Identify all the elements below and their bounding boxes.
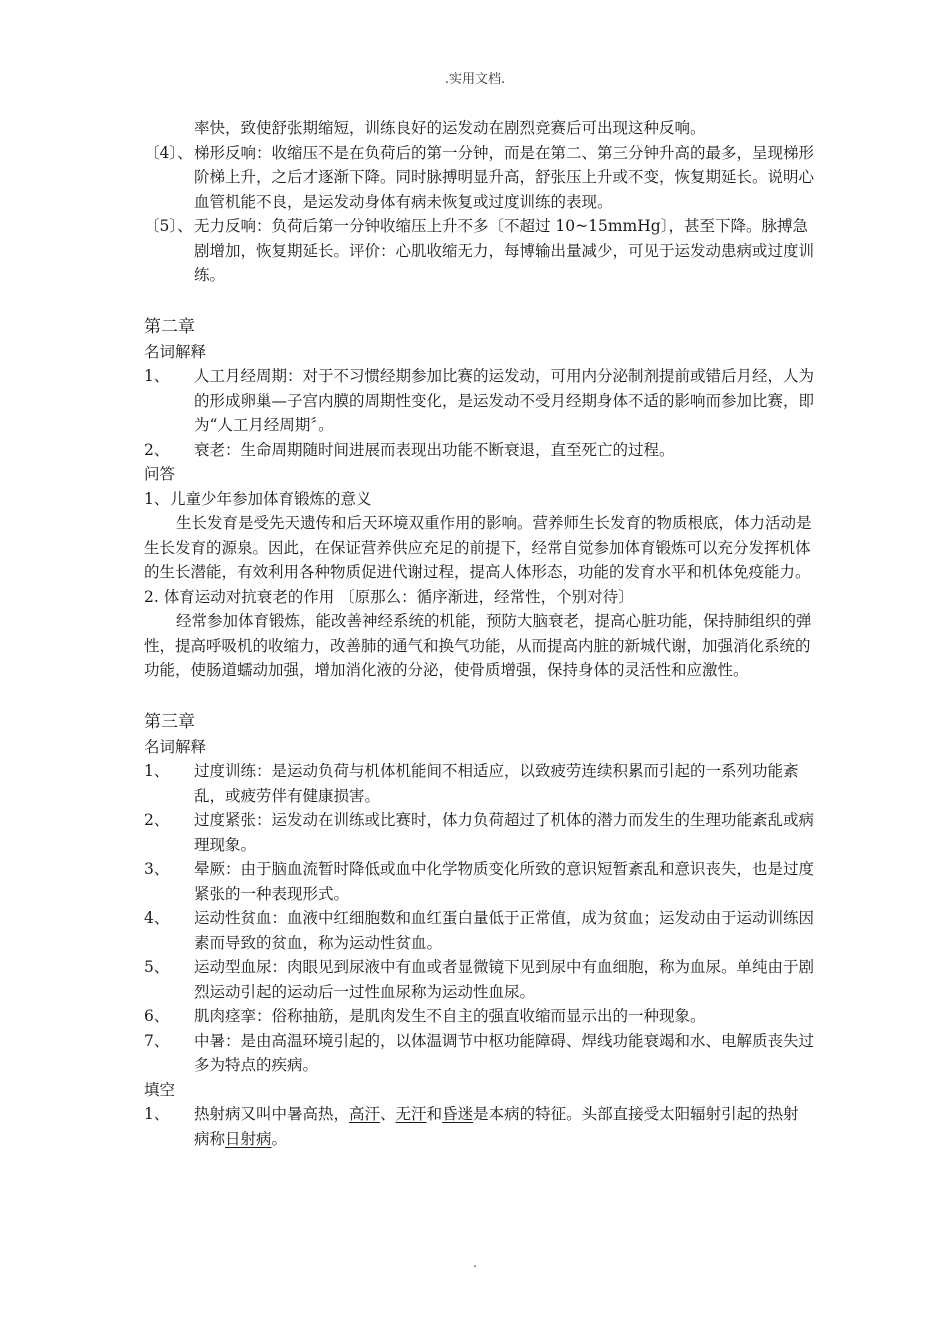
item-number: 6、 <box>144 1007 170 1025</box>
item-number: 5、 <box>144 958 170 976</box>
answer-paragraph: 经常参加体育锻炼，能改善神经系统的机能，预防大脑衰老，提高心脏功能，保持肺组织的弹性，提高呼吸机的收缩力，改善肺的通气和换气功能，从而提高内脏的新城代谢，加强消化系统的功能，使肠道蠕动加强，增加消化液的分泌，使骨质增强，保持身体的灵活性和应激性。 <box>144 612 812 679</box>
list-item <box>144 364 814 438</box>
item-text: 梯形反响：收缩压不是在负荷后的第一分钟，而是在第二、第三分钟升高的最多，呈现梯形阶梯上升，之后才逐渐下降。同时脉搏明显升高，舒张压上升或不变，恢复期延长。说明心血管机能不良，是运发动身体有病未恢复或过度训练的表现。 <box>194 143 815 211</box>
item-text: 运动型血尿：肉眼见到尿液中有血或者显微镜下见到尿中有血细胞，称为血尿。单纯由于剧烈运动引起的运动后一过性血尿称为运动性血尿。 <box>194 958 815 1001</box>
fill-text: 和 <box>426 1105 443 1123</box>
page-footer: . <box>473 1256 477 1270</box>
item-number: 1、 <box>144 489 170 508</box>
fill-text: 、 <box>380 1105 396 1123</box>
fill-blank-item <box>144 1102 814 1151</box>
list-item <box>144 955 814 1004</box>
list-item <box>144 857 814 906</box>
fill-answer: 高汗 <box>349 1105 381 1123</box>
list-item <box>144 438 814 463</box>
list-item <box>144 906 814 955</box>
item-text: 过度紧张：运发动在训练或比赛时，体力负荷超过了机体的潜力而发生的生理功能紊乱或病理现象。 <box>194 811 815 854</box>
list-item <box>144 1004 814 1029</box>
item-text: 人工月经周期：对于不习惯经期参加比赛的运发动，可用内分泌制剂提前或错后月经，人为的形成卵巢—子宫内膜的周期性变化，是运发动不受月经期身体不适的影响而参加比赛，即为“人工月经周期〞。 <box>194 367 815 434</box>
item-text: 无力反响：负荷后第一分钟收缩压上升不多〔不超过 10~15mmHg〕，甚至下降。脉搏急剧增加，恢复期延长。评价：心肌收缩无力，每博输出量减少，可见于运发动患病或过度训练。 <box>194 217 815 284</box>
section-heading: 名词解释 <box>144 342 207 361</box>
item-number: 1、 <box>144 762 170 780</box>
question-text: 儿童少年参加体育锻炼的意义 <box>170 489 372 508</box>
continuation-text: 率快，致使舒张期缩短，训练良好的运发动在剧烈竞赛后可出现这种反响。 <box>194 119 706 137</box>
question-title: 2. 体育运动对抗衰老的作用 〔原那么：循序渐进，经常性，个别对待〕 <box>144 587 634 606</box>
item-text: 晕厥：由于脑血流暂时降低或血中化学物质变化所致的意识短暂紊乱和意识丧失，也是过度紧张的一种表现形式。 <box>194 860 815 903</box>
item-number: 2、 <box>144 811 170 829</box>
document-body <box>144 116 814 1151</box>
item-text: 衰老：生命周期随时间进展而表现出功能不断衰退，直至死亡的过程。 <box>194 440 675 459</box>
section-heading: 问答 <box>144 465 176 483</box>
fill-answer: 无汗 <box>395 1105 427 1123</box>
item-number: 2、 <box>144 440 170 459</box>
item-text: 肌肉痉挛：俗称抽筋，是肌肉发生不自主的强直收缩而显示出的一种现象。 <box>194 1007 706 1025</box>
item-number: 〔4〕、 <box>144 143 193 162</box>
item-number: 7、 <box>144 1031 170 1050</box>
item-number: 4、 <box>144 909 170 927</box>
fill-text: 。 <box>271 1129 288 1148</box>
list-item <box>144 141 814 215</box>
fill-answer: 日射病 <box>225 1129 272 1148</box>
section-heading: 填空 <box>144 1080 176 1099</box>
question-title <box>144 487 814 512</box>
fill-text: 热射病又叫中暑高热， <box>194 1105 350 1123</box>
list-item <box>144 214 814 288</box>
chapter-title: 第二章 <box>144 316 195 337</box>
item-text: 中暑：是由高温环境引起的，以体温调节中枢功能障碍、焊线功能衰竭和水、电解质丧失过多为特点的疾病。 <box>194 1031 815 1074</box>
item-number: 3、 <box>144 860 170 878</box>
item-number: 1、 <box>144 1105 170 1123</box>
item-number: 〔5〕、 <box>144 217 193 235</box>
section-heading: 名词解释 <box>144 737 207 756</box>
list-item <box>144 759 814 808</box>
item-text: 过度训练：是运动负荷与机体机能间不相适应，以致疲劳连续积累而引起的一系列功能紊乱，或疲劳伴有健康损害。 <box>194 762 799 805</box>
item-number: 1、 <box>144 367 170 385</box>
page-header: .实用文档. <box>444 72 506 87</box>
fill-answer: 昏迷 <box>442 1105 474 1123</box>
item-text: 运动性贫血：血液中红细胞数和血红蛋白量低于正常值，成为贫血；运发动由于运动训练因素而导致的贫血，称为运动性贫血。 <box>194 909 815 952</box>
list-item <box>144 808 814 857</box>
chapter-title: 第三章 <box>144 711 195 732</box>
fill-text: 是本病的特征。头部直接受太阳辐射引起的热射病称 <box>194 1105 799 1148</box>
list-item <box>144 1029 814 1078</box>
answer-paragraph: 生长发育是受先天遗传和后天环境双重作用的影响。营养师生长发育的物质根底，体力活动是生长发育的源泉。因此，在保证营养供应充足的前提下，经常自觉参加体育锻炼可以充分发挥机体的生长潜能，有效利用各种物质促进代谢过程，提高人体形态，功能的发育水平和机体免疫能力。 <box>144 514 812 581</box>
